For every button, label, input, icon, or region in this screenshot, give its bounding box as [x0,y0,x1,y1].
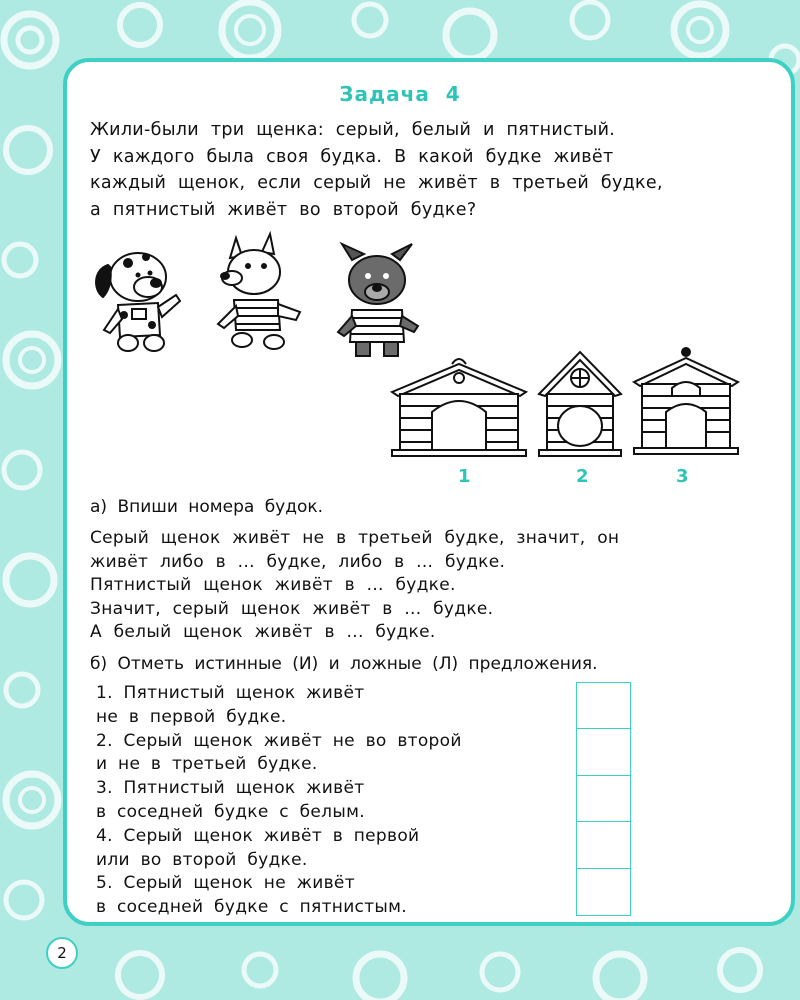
statement-line: в соседней будке с пятнистым. [96,897,407,918]
white-puppy-illustration [208,228,308,358]
part-a-line: живёт либо в ... будке, либо в ... будке. [90,551,506,572]
statement-line: 5. Серый щенок не живёт [96,873,355,894]
dog-house-1 [388,350,530,458]
statement-line: 3. Пятнистый щенок живёт [96,778,365,799]
statement-4 [96,825,566,873]
task-title: Задача 4 [339,82,461,106]
statements-list [96,682,566,920]
statement-line: не в первой будке. [96,706,287,727]
answer-box-2[interactable] [577,729,630,775]
part-a-line: А белый щенок живёт в ... будке. [90,622,436,642]
intro-line: У каждого была своя будка. В какой будке живёт [90,146,614,167]
part-a-line: Серый щенок живёт не в третьей будке, значит, он [90,528,620,548]
statement-line: или во второй будке. [96,849,308,870]
statement-line: 1. Пятнистый щенок живёт [96,683,365,703]
task-intro [90,117,780,223]
intro-line: Жили-были три щенка: серый, белый и пятнистый. [90,120,616,140]
dog-house-2 [535,348,625,458]
statement-line: 4. Серый щенок живёт в первой [96,825,420,846]
part-a-text [90,527,780,645]
intro-line: каждый щенок, если серый не живёт в третьей будке, [90,173,663,193]
page-number: 2 [46,937,78,969]
answer-boxes [576,682,631,916]
intro-line: а пятнистый живёт во второй будке? [90,199,477,220]
house-number-1: 1 [458,466,471,487]
house-number-2: 2 [576,466,589,487]
answer-box-4[interactable] [577,822,630,868]
part-a-heading: а) Впиши номера будок. [90,497,324,517]
answer-box-5[interactable] [577,869,630,915]
statement-3 [96,777,566,825]
part-b-heading: б) Отметь истинные (И) и ложные (Л) предложения. [90,654,598,674]
answer-box-3[interactable] [577,776,630,822]
statement-line: в соседней будке с белым. [96,801,365,822]
answer-box-1[interactable] [577,683,630,729]
statement-1 [96,682,566,730]
statement-5 [96,872,566,920]
grey-puppy-illustration [330,238,425,366]
part-a-line: Пятнистый щенок живёт в ... будке. [90,575,456,595]
statement-line: 2. Серый щенок живёт не во второй [96,730,462,751]
statement-line: и не в третьей будке. [96,754,318,775]
statement-2 [96,730,566,778]
part-a-line: Значит, серый щенок живёт в ... будке. [90,598,494,619]
spotted-puppy-illustration [88,235,188,360]
house-number-3: 3 [676,466,689,487]
dog-house-3 [630,346,742,458]
